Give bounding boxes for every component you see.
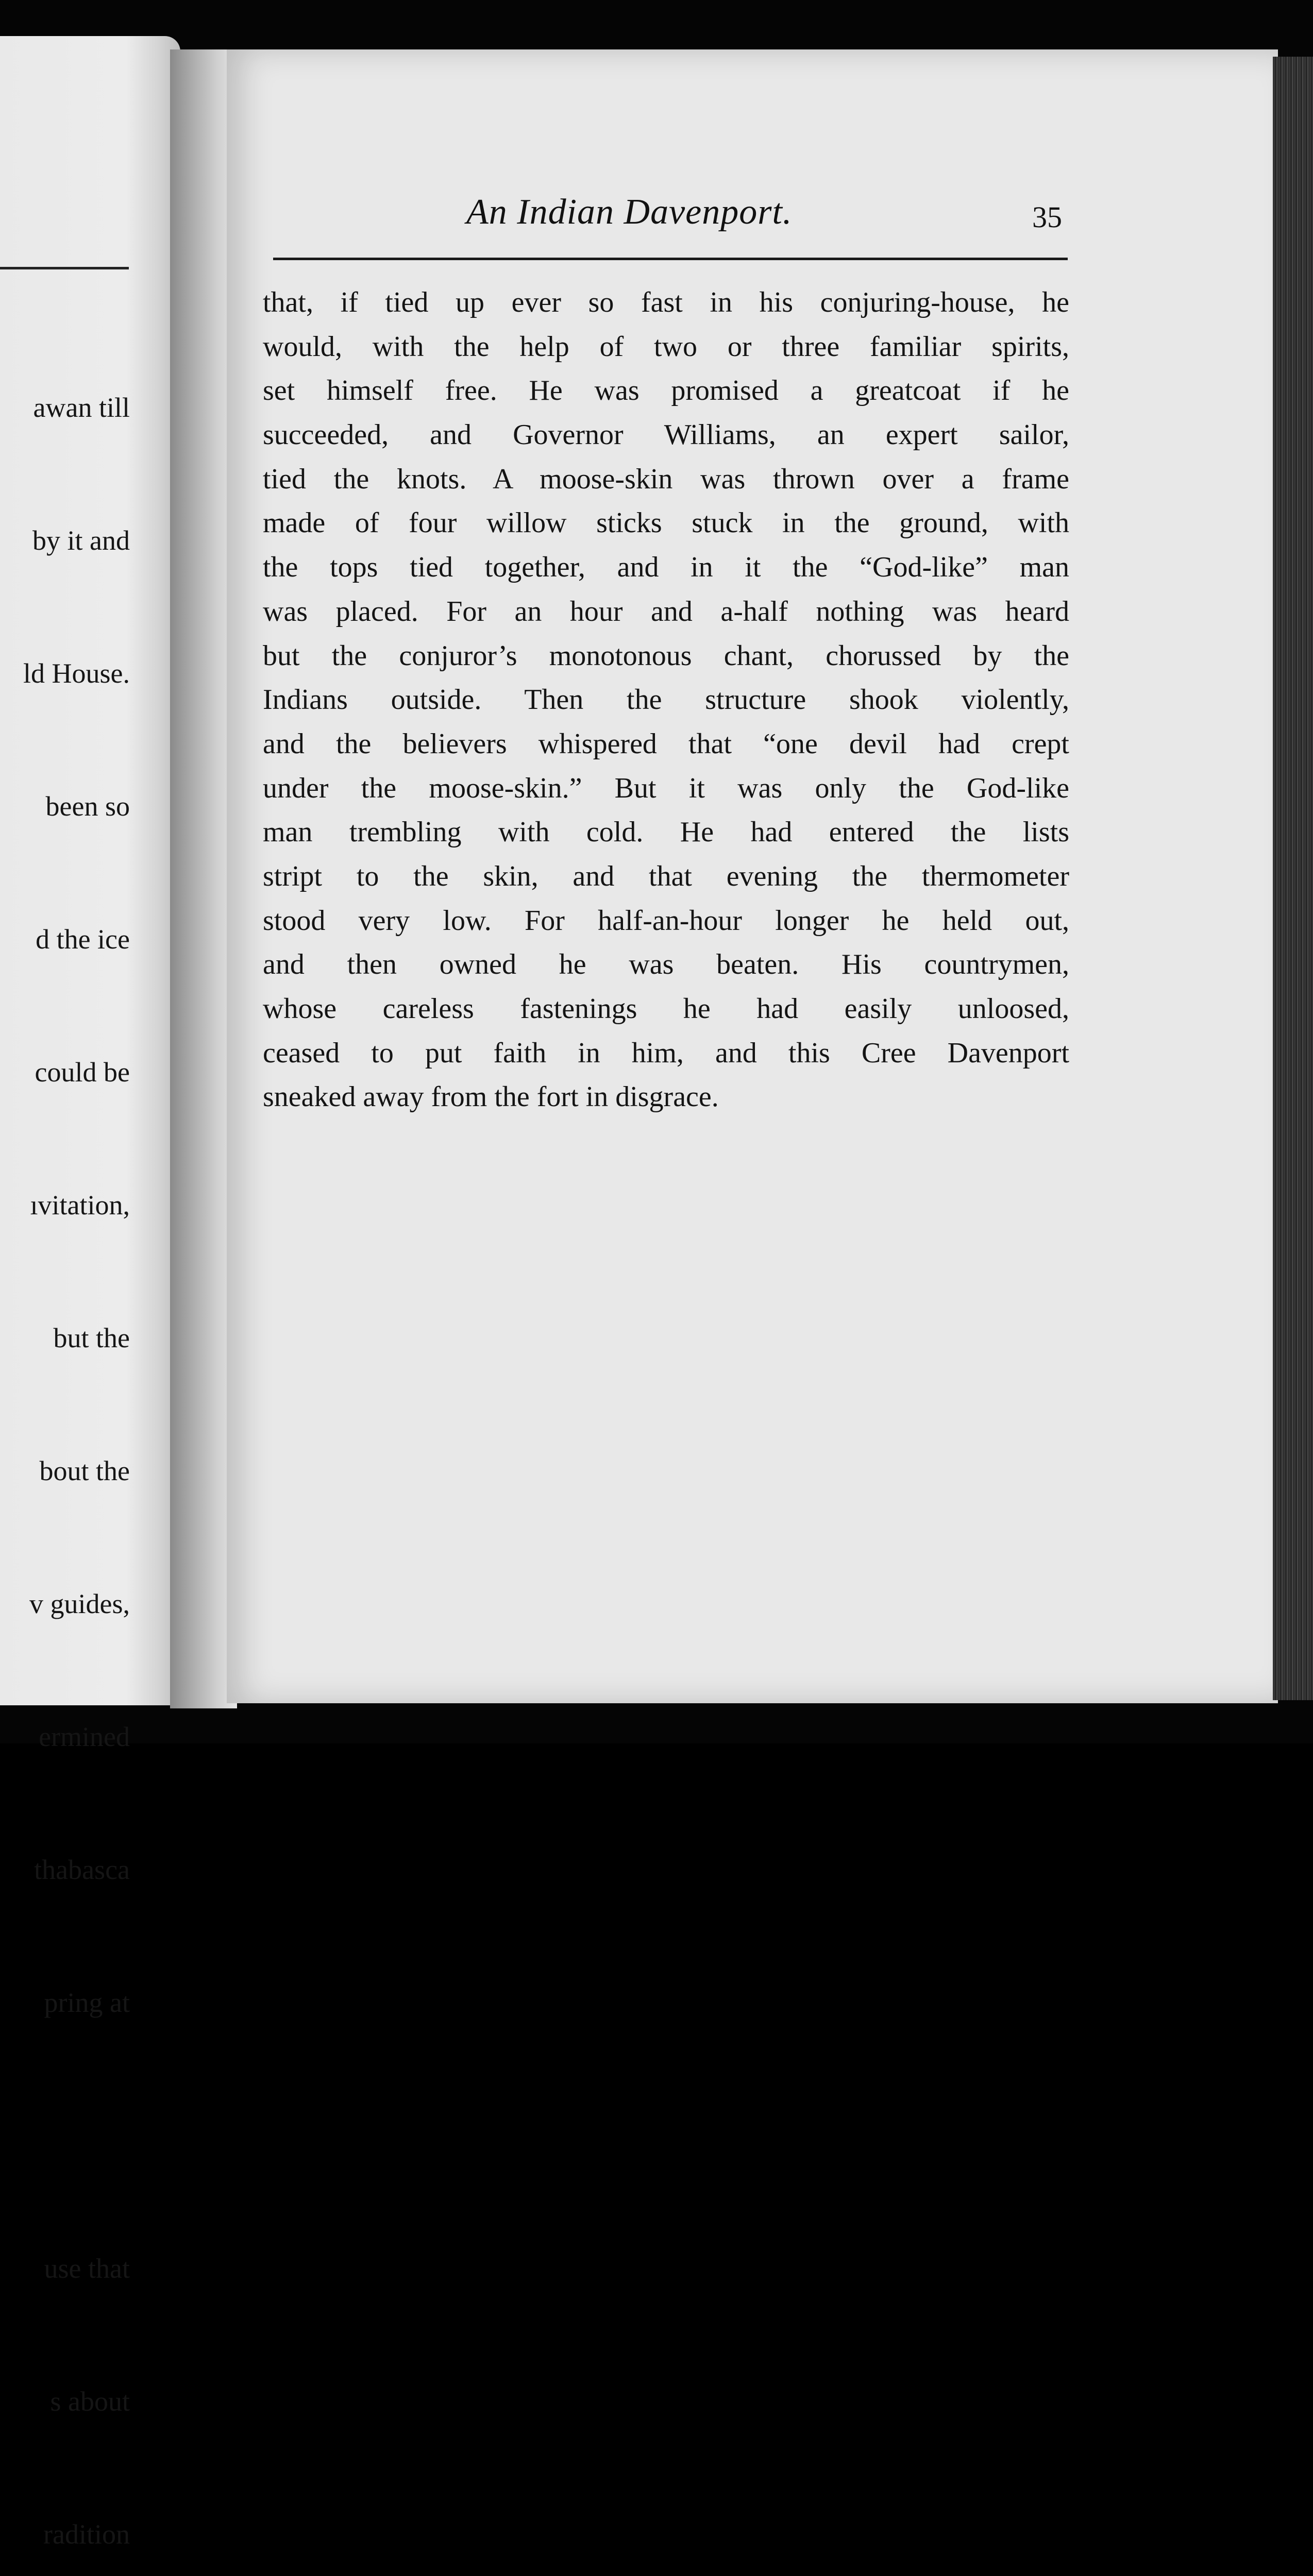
text-line: the tops tied together, and in it the “God-like” man — [263, 551, 1069, 584]
text-line: stood very low. For half-an-hour longer he held out, — [263, 904, 1069, 937]
text-line: made of four willow sticks stuck in the ground, with — [263, 507, 1069, 539]
text-line: whose careless fastenings he had easily unloosed, — [263, 993, 1069, 1025]
left-line: pring at — [44, 1987, 130, 2018]
left-line: but the — [53, 1323, 130, 1353]
text-line: but the conjuror’s monotonous chant, chorussed by the — [263, 639, 1069, 672]
left-line: awan till — [33, 392, 130, 423]
page-number: 35 — [1032, 200, 1062, 234]
left-line: s about — [50, 2386, 130, 2417]
text-line: man trembling with cold. He had entered the lists — [263, 816, 1069, 849]
left-line: could be — [35, 1057, 130, 1088]
left-page-text — [23, 297, 130, 2576]
left-page-rule — [0, 267, 129, 269]
text-line: under the moose-skin.” But it was only the God-like — [263, 772, 1069, 804]
left-line: bout the — [39, 1455, 130, 1486]
text-line: sneaked away from the fort in disgrace. — [263, 1081, 719, 1113]
text-line: and the believers whispered that “one devil had crept — [263, 727, 1069, 760]
left-line — [23, 2113, 130, 2158]
text-line: that, if tied up ever so fast in his conjuring-house, he — [263, 286, 1069, 318]
left-line: radition — [43, 2519, 130, 2550]
left-line: ld House. — [23, 658, 130, 689]
left-line: been so — [45, 791, 130, 822]
left-line: ıvitation, — [30, 1190, 130, 1221]
running-head: An Indian Davenport. — [466, 192, 793, 232]
left-line: by it and — [32, 525, 130, 556]
left-line: ermined — [39, 1721, 130, 1752]
header-rule — [273, 258, 1068, 260]
text-line: set himself free. He was promised a greatcoat if he — [263, 375, 1069, 407]
text-line: was placed. For an hour and a-half nothing was heard — [263, 595, 1069, 628]
text-line: would, with the help of two or three familiar spirits, — [263, 330, 1069, 363]
text-line: and then owned he was beaten. His countrymen, — [263, 948, 1069, 981]
left-line: thabasca — [34, 1854, 130, 1885]
text-line: tied the knots. A moose-skin was thrown over a frame — [263, 463, 1069, 495]
text-line: Indians outside. Then the structure shook violently, — [263, 684, 1069, 716]
page-edges — [1273, 57, 1313, 1700]
text-line: succeeded, and Governor Williams, an expert sailor, — [263, 419, 1069, 451]
left-line: v guides, — [29, 1588, 130, 1619]
text-line: ceased to put faith in him, and this Cree Davenport — [263, 1037, 1069, 1069]
text-line: stript to the skin, and that evening the thermometer — [263, 860, 1069, 892]
left-line: use that — [44, 2253, 130, 2284]
body-text — [263, 281, 1069, 1120]
left-line: d the ice — [36, 924, 130, 955]
left-page — [0, 36, 180, 2550]
